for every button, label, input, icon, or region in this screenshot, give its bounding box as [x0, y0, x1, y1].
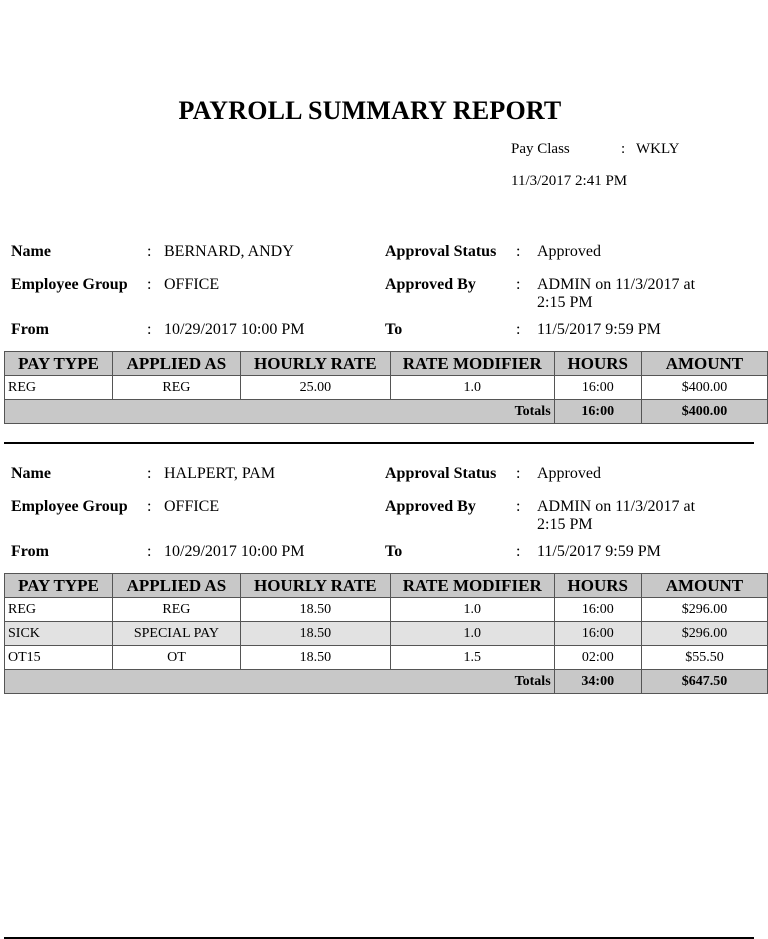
- employee-group-colon: :: [147, 276, 152, 293]
- pay-class-label: Pay Class: [511, 141, 570, 157]
- cell-pay-type: SICK: [5, 622, 113, 646]
- cell-applied-as: REG: [113, 598, 241, 622]
- employee-group-colon: :: [147, 498, 152, 515]
- from-value: 10/29/2017 10:00 PM: [164, 321, 305, 338]
- approved-by-colon: :: [516, 498, 521, 515]
- cell-amount: $296.00: [641, 622, 767, 646]
- name-colon: :: [147, 243, 152, 260]
- pay-class-value: WKLY: [636, 141, 680, 157]
- cell-rate: 25.00: [240, 376, 390, 400]
- to-colon: :: [516, 543, 521, 560]
- employee-name: BERNARD, ANDY: [164, 243, 294, 260]
- employee-section: [0, 243, 768, 419]
- table-header-row: [5, 574, 768, 598]
- column-header: HOURLY RATE: [240, 574, 390, 598]
- section-divider: [4, 442, 754, 444]
- employee-group-label: Employee Group: [11, 276, 128, 293]
- column-header: HOURLY RATE: [240, 352, 390, 376]
- cell-amount: $55.50: [641, 646, 767, 670]
- totals-row: [5, 670, 768, 694]
- column-header: APPLIED AS: [113, 574, 241, 598]
- cell-modifier: 1.0: [390, 622, 554, 646]
- approved-by-value-line2: 2:15 PM: [537, 294, 593, 311]
- cell-rate: 18.50: [240, 622, 390, 646]
- name-label: Name: [11, 465, 51, 482]
- from-label: From: [11, 321, 49, 338]
- pay-table: [4, 573, 768, 694]
- approved-by-value-line2: 2:15 PM: [537, 516, 593, 533]
- totals-row: [5, 400, 768, 424]
- report-title: PAYROLL SUMMARY REPORT: [178, 96, 562, 125]
- cell-modifier: 1.5: [390, 646, 554, 670]
- column-header: HOURS: [554, 352, 641, 376]
- approval-status-colon: :: [516, 465, 521, 482]
- from-colon: :: [147, 321, 152, 338]
- table-row: [5, 622, 768, 646]
- employee-info: [0, 243, 768, 363]
- pay-table: [4, 351, 768, 424]
- cell-hours: 16:00: [554, 376, 641, 400]
- employee-name: HALPERT, PAM: [164, 465, 276, 482]
- approval-status-colon: :: [516, 243, 521, 260]
- column-header: AMOUNT: [641, 574, 767, 598]
- column-header: RATE MODIFIER: [390, 574, 554, 598]
- cell-hours: 16:00: [554, 598, 641, 622]
- cell-applied-as: REG: [113, 376, 241, 400]
- totals-label: Totals: [5, 400, 555, 424]
- total-amount: $647.50: [641, 670, 767, 694]
- approved-by-colon: :: [516, 276, 521, 293]
- table-row: [5, 598, 768, 622]
- cell-amount: $296.00: [641, 598, 767, 622]
- employee-section: [0, 465, 768, 689]
- approval-status-label: Approval Status: [385, 243, 497, 260]
- approved-by-label: Approved By: [385, 276, 476, 293]
- to-label: To: [385, 543, 403, 560]
- cell-applied-as: OT: [113, 646, 241, 670]
- approved-by-label: Approved By: [385, 498, 476, 515]
- to-colon: :: [516, 321, 521, 338]
- table-row: [5, 646, 768, 670]
- to-value: 11/5/2017 9:59 PM: [537, 543, 661, 560]
- to-label: To: [385, 321, 403, 338]
- cell-pay-type: REG: [5, 376, 113, 400]
- approval-status-value: Approved: [537, 465, 601, 482]
- cell-hours: 16:00: [554, 622, 641, 646]
- cell-pay-type: REG: [5, 598, 113, 622]
- cell-modifier: 1.0: [390, 598, 554, 622]
- column-header: HOURS: [554, 574, 641, 598]
- table-row: [5, 376, 768, 400]
- employee-info: [0, 465, 768, 585]
- column-header: PAY TYPE: [5, 352, 113, 376]
- total-amount: $400.00: [641, 400, 767, 424]
- column-header: PAY TYPE: [5, 574, 113, 598]
- approval-status-value: Approved: [537, 243, 601, 260]
- from-value: 10/29/2017 10:00 PM: [164, 543, 305, 560]
- total-hours: 34:00: [554, 670, 641, 694]
- cell-rate: 18.50: [240, 646, 390, 670]
- cell-pay-type: OT15: [5, 646, 113, 670]
- from-label: From: [11, 543, 49, 560]
- employee-group-label: Employee Group: [11, 498, 128, 515]
- pay-class-colon: :: [621, 141, 626, 157]
- to-value: 11/5/2017 9:59 PM: [537, 321, 661, 338]
- approval-status-label: Approval Status: [385, 465, 497, 482]
- approved-by-value-line1: ADMIN on 11/3/2017 at: [537, 276, 696, 293]
- name-label: Name: [11, 243, 51, 260]
- cell-modifier: 1.0: [390, 376, 554, 400]
- column-header: AMOUNT: [641, 352, 767, 376]
- totals-label: Totals: [5, 670, 555, 694]
- from-colon: :: [147, 543, 152, 560]
- cell-rate: 18.50: [240, 598, 390, 622]
- column-header: RATE MODIFIER: [390, 352, 554, 376]
- cell-amount: $400.00: [641, 376, 767, 400]
- approved-by-value-line1: ADMIN on 11/3/2017 at: [537, 498, 696, 515]
- cell-hours: 02:00: [554, 646, 641, 670]
- employee-group-value: OFFICE: [164, 276, 220, 293]
- total-hours: 16:00: [554, 400, 641, 424]
- table-header-row: [5, 352, 768, 376]
- name-colon: :: [147, 465, 152, 482]
- employee-group-value: OFFICE: [164, 498, 220, 515]
- pay-class-line: [511, 141, 680, 158]
- column-header: APPLIED AS: [113, 352, 241, 376]
- report-timestamp: 11/3/2017 2:41 PM: [511, 173, 628, 189]
- cell-applied-as: SPECIAL PAY: [113, 622, 241, 646]
